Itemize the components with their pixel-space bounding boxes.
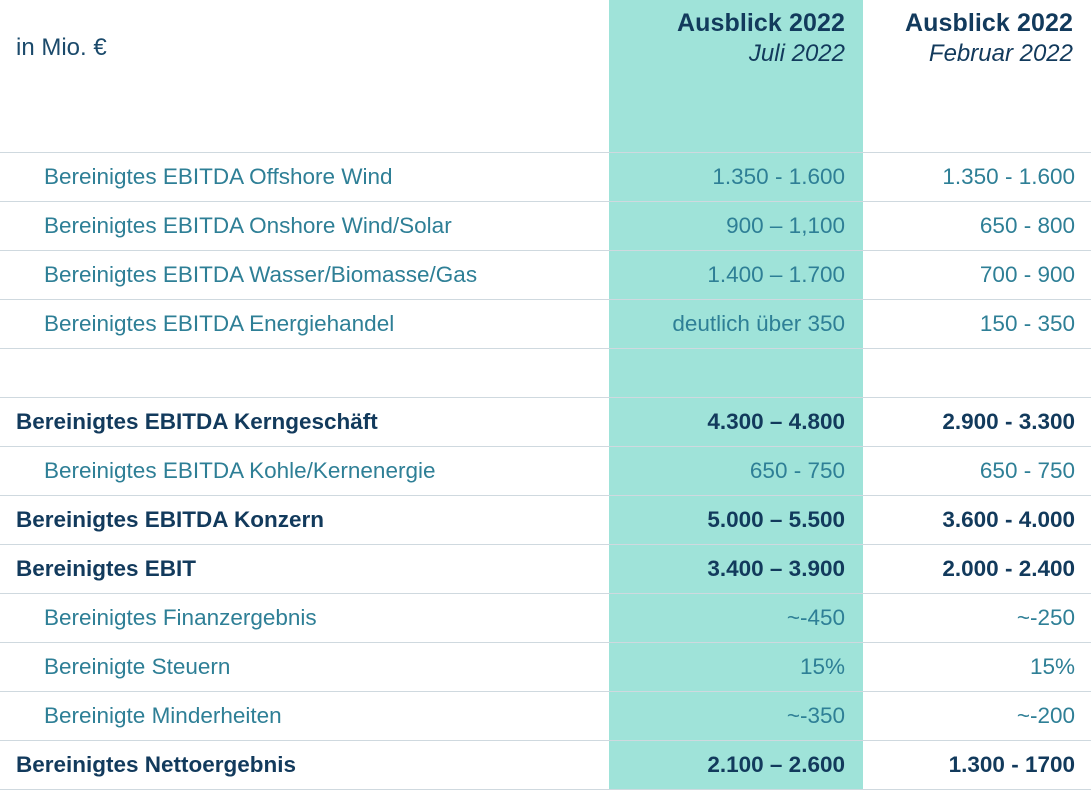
table-spacer-row [0, 349, 1091, 398]
row-value-previous: 700 - 900 [863, 251, 1091, 300]
row-label: Bereinigtes EBITDA Konzern [0, 496, 609, 545]
row-value-current: 2.100 – 2.600 [609, 741, 863, 790]
row-value-current: 650 - 750 [609, 447, 863, 496]
table-row-total [0, 398, 1091, 447]
column-header-previous-subtitle: Februar 2022 [928, 39, 1073, 67]
table-header-row [0, 0, 1091, 153]
row-value-current: ~-350 [609, 692, 863, 741]
row-label: Bereinigtes Finanzergebnis [0, 594, 609, 643]
row-value-previous: 1.300 - 1700 [863, 741, 1091, 790]
row-value-previous: 1.350 - 1.600 [863, 153, 1091, 202]
table-row-total [0, 496, 1091, 545]
row-value-current: 1.350 - 1.600 [609, 153, 863, 202]
row-value-previous: 650 - 800 [863, 202, 1091, 251]
row-label: Bereinigtes EBITDA Kohle/Kernenergie [0, 447, 609, 496]
row-value-current: 15% [609, 643, 863, 692]
table-row [0, 153, 1091, 202]
table-row [0, 447, 1091, 496]
table-row [0, 643, 1091, 692]
row-value-current: deutlich über 350 [609, 300, 863, 349]
row-label: Bereinigtes EBITDA Energiehandel [0, 300, 609, 349]
row-value-current: 1.400 – 1.700 [609, 251, 863, 300]
row-value-previous: ~-250 [863, 594, 1091, 643]
row-label: Bereinigtes EBITDA Offshore Wind [0, 153, 609, 202]
row-value-previous: 150 - 350 [863, 300, 1091, 349]
row-value-current: ~-450 [609, 594, 863, 643]
row-value-previous: ~-200 [863, 692, 1091, 741]
row-value-previous [863, 349, 1091, 398]
table-row [0, 594, 1091, 643]
column-header-previous [863, 0, 1091, 153]
row-value-previous: 15% [863, 643, 1091, 692]
row-value-previous: 3.600 - 4.000 [863, 496, 1091, 545]
table-row-total [0, 545, 1091, 594]
row-label: Bereinigte Minderheiten [0, 692, 609, 741]
column-header-current-title: Ausblick 2022 [676, 9, 845, 37]
column-header-previous-title: Ausblick 2022 [904, 9, 1073, 37]
unit-label: in Mio. € [16, 34, 107, 61]
row-value-current: 4.300 – 4.800 [609, 398, 863, 447]
column-header-current-subtitle: Juli 2022 [748, 39, 845, 67]
row-label: Bereinigte Steuern [0, 643, 609, 692]
row-label [0, 349, 609, 398]
row-label: Bereinigtes EBITDA Onshore Wind/Solar [0, 202, 609, 251]
table-row [0, 202, 1091, 251]
table-row [0, 251, 1091, 300]
row-label: Bereinigtes EBITDA Wasser/Biomasse/Gas [0, 251, 609, 300]
row-value-previous: 2.900 - 3.300 [863, 398, 1091, 447]
row-value-current: 3.400 – 3.900 [609, 545, 863, 594]
row-value-current [609, 349, 863, 398]
row-label: Bereinigtes EBIT [0, 545, 609, 594]
row-value-current: 900 – 1,100 [609, 202, 863, 251]
row-value-previous: 650 - 750 [863, 447, 1091, 496]
row-label: Bereinigtes Nettoergebnis [0, 741, 609, 790]
row-value-previous: 2.000 - 2.400 [863, 545, 1091, 594]
column-header-current [609, 0, 863, 153]
row-label: Bereinigtes EBITDA Kerngeschäft [0, 398, 609, 447]
table-row [0, 692, 1091, 741]
row-value-current: 5.000 – 5.500 [609, 496, 863, 545]
table-row [0, 300, 1091, 349]
table-row-total [0, 741, 1091, 790]
